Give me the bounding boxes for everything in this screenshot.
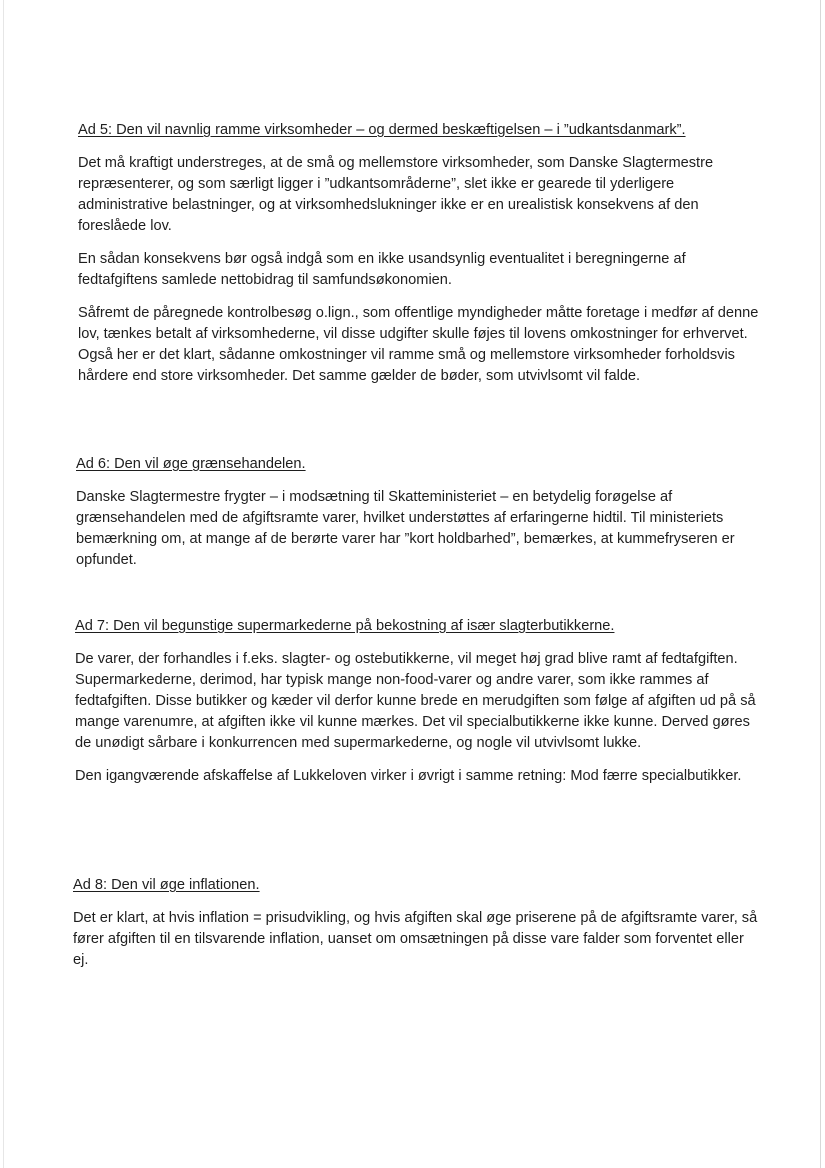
paragraph: Det må kraftigt understreges, at de små og mellemstore virksomheder, som Danske Slagtermestre repræsenterer, og som særligt ligger i ”udkantsområderne”, slet ikke er gearede til yderligere administrative belastninger, og at virksomhedslukninger ikke er en urealistisk konsekvens af den foreslåede lov. <box>78 155 714 234</box>
scan-edge-right <box>820 0 821 1168</box>
section-ad-5 <box>78 121 768 387</box>
section-heading: Ad 6: Den vil øge grænsehandelen. <box>76 456 306 472</box>
section-heading: Ad 5: Den vil navnlig ramme virksomheder – og dermed beskæftigelsen – i ”udkantsdanmark”. <box>78 122 686 138</box>
scan-edge-left <box>3 0 4 1168</box>
section-ad-8 <box>73 876 763 971</box>
section-ad-7 <box>75 617 765 787</box>
paragraph: De varer, der forhandles i f.eks. slagter- og ostebutikkerne, vil meget høj grad blive ramt af fedtafgiften. Supermarkederne, derimod, har typisk mange non-food-varer og andre varer, som ikke rammes af fedtafgiften. Disse butikker og kæder vil derfor kunne brede en merudgiften som følge af afgiften ud på så mange varenumre, at afgiften ikke vil kunne mærkes. Det vil specialbutikkerne ikke kunne. Derved gøres de unødigt sårbare i konkurrencen med supermarkederne, og nogle vil utvivlsomt lukke. <box>75 651 756 751</box>
paragraph: Den igangværende afskaffelse af Lukkeloven virker i øvrigt i samme retning: Mod færre specialbutikker. <box>75 768 742 784</box>
section-heading: Ad 8: Den vil øge inflationen. <box>73 877 260 893</box>
section-heading: Ad 7: Den vil begunstige supermarkederne på bekostning af især slagterbutikkerne. <box>75 618 615 634</box>
paragraph: En sådan konsekvens bør også indgå som en ikke usandsynlig eventualitet i beregningerne af fedtafgiftens samlede nettobidrag til samfundsøkonomien. <box>78 251 686 288</box>
section-ad-6 <box>76 455 766 571</box>
paragraph: Det er klart, at hvis inflation = prisudvikling, og hvis afgiften skal øge priserene på de afgiftsramte varer, så fører afgiften til en tilsvarende inflation, uanset om omsætningen på disse vare falder som forventet eller ej. <box>73 910 758 968</box>
paragraph: Danske Slagtermestre frygter – i modsætning til Skatteministeriet – en betydelig forøgelse af grænsehandelen med de afgiftsramte varer, hvilket understøttes af erfaringerne hidtil. Til ministeriets bemærkning om, at mange af de berørte varer har ”kort holdbarhed”, bemærkes, at kummefryseren er opfundet. <box>76 489 735 568</box>
paragraph: Såfremt de påregnede kontrolbesøg o.lign., som offentlige myndigheder måtte foretage i medfør af denne lov, tænkes betalt af virksomhederne, vil disse udgifter skulle føjes til lovens omkostninger for erhvervet. Også her er det klart, sådanne omkostninger vil ramme små og mellemstore virksomheder forholdsvis hårdere end store virksomheder. Det samme gælder de bøder, som utvivlsomt vil falde. <box>78 305 759 384</box>
